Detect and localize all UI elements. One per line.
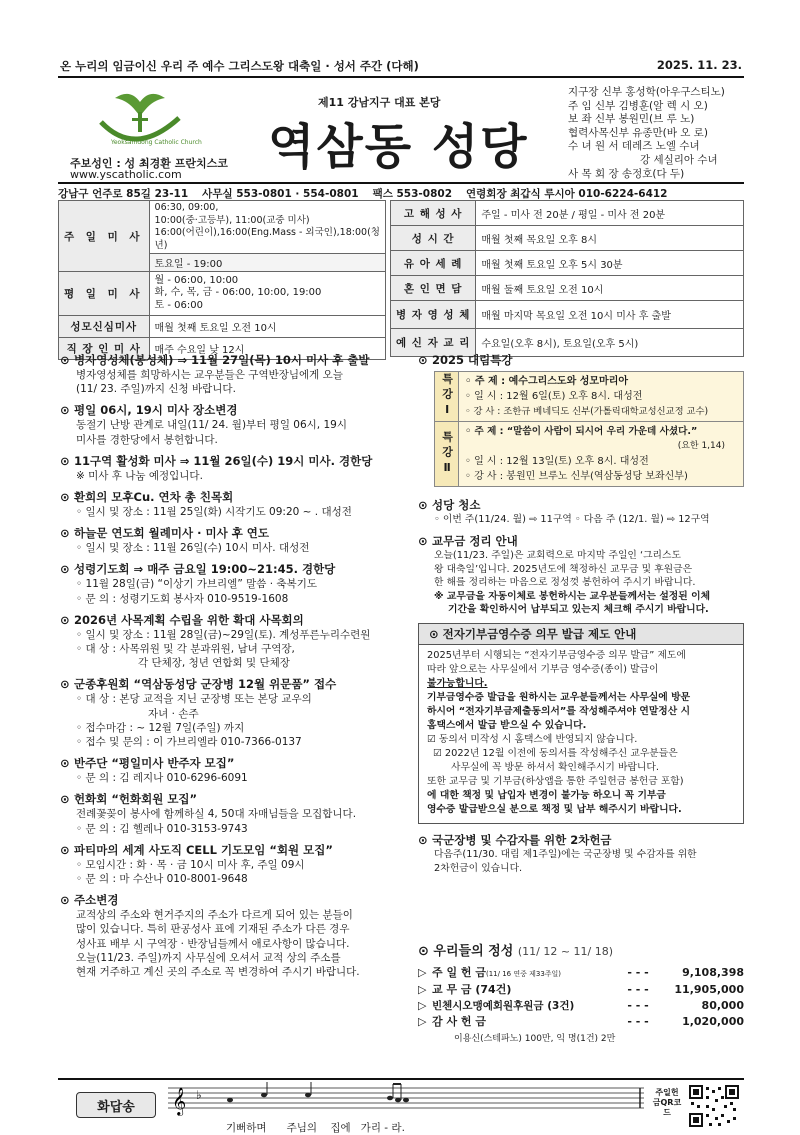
advent-lecture: ⊙ 2025 대림특강 특강Ⅰ ◦ 주 제 : 예수그리스도와 성모마리아 ◦ 일 시 : 12월 6일(토) 오후 8시. 대성전 ◦ 강 사 : 조한규 베네딕도 신부(가톨릭대학교성신교정 교수) 특강Ⅱ ◦ 주 제 : “말씀이 사람이 되시어 우리 가운데 사셨다.” (요한 1,14) ◦ 일 시 : 12월 13일(토) 오후 8시. 대성전 ◦ 강 사 : 봉원민 브루노 신부(역삼동성당 보좌신부) [418,352,744,487]
schedule-label: 유 아 세 례 [391,251,476,276]
notice-item: ⊙ 성령기도회 ⇒ 매주 금요일 19:00~21:45. 경한당 ◦ 11월 28일(금) “이상기 가브리엘” 말씀 · 축복기도 ◦ 문 의 : 성령기도회 봉사자 010-9519-1608 [60,562,336,605]
schedule-value: 매월 첫째 토요일 오후 5시 30분 [476,251,744,276]
qr-code-icon[interactable] [688,1084,740,1128]
staff-line: 수 녀 원 서 데레즈 노엘 수녀 [568,140,700,153]
svg-text:♭: ♭ [196,1088,202,1102]
sacrament-schedule-table [390,200,744,357]
schedule-value: 매월 마지막 목요일 오전 10시 미사 후 출발 [476,301,744,329]
offering-title: 우리들의 정성 [433,944,514,959]
parish-logo [95,88,202,148]
offering-donors: 이용신(스테파노) 100만, 익 명(1건) 2만 [454,1034,616,1044]
schedule-label: 주 일 미 사 [59,201,150,272]
schedule-label: 고 해 성 사 [391,201,476,226]
lecture-label: 특강Ⅱ [435,422,459,486]
staff-line: 보 좌 신부 봉원민(브 루 노) [568,113,695,126]
deanery-subtitle: 제11 강남지구 대표 본당 [318,96,441,109]
notice-item: ⊙ 평일 06시, 19시 미사 장소변경 동절기 난방 관계로 내일(11/ 24. 월)부터 평일 06시, 19시 미사를 경한당에서 봉헌합니다. [60,403,347,446]
notice-item: ⊙ 환희의 모후Cu. 연차 총 친목회 ◦ 일시 및 장소 : 11월 25일(화) 시작기도 09:20 ~ . 대성전 [60,490,352,519]
notice-item: ⊙ 헌화회 “헌화회원 모집” 전례꽃꽂이 봉사에 함께하실 4, 50대 자매님들을 모집합니다. ◦ 문 의 : 김 헬레나 010-3153-9743 [60,792,357,835]
schedule-value: 주일 - 미사 전 20분 / 평일 - 미사 전 20분 [476,201,744,226]
notices-right [418,352,744,882]
notice-item: ⊙ 파티마의 세계 사도직 CELL 기도모임 “회원 모집” ◦ 모임시간 : 화 · 목 · 금 10시 미사 후, 주일 09시 ◦ 문 의 : 마 수산나 010-8001-9648 [60,842,333,886]
feast-title: 온 누리의 임금이신 우리 주 예수 그리스도왕 대축일 · 성서 주간 (다해) [60,59,419,73]
council-contact: 연령회장 최갑식 루시아 010-6224-6412 [466,188,668,200]
parish-title: 역삼동 성당 [268,119,529,175]
notice-item: ⊙ 반주단 “평일미사 반주자 모집” ◦ 문 의 : 김 레지나 010-6296-6091 [60,756,248,785]
advent-lecture-box: 특강Ⅰ ◦ 주 제 : 예수그리스도와 성모마리아 ◦ 일 시 : 12월 6일(토) 오후 8시. 대성전 ◦ 강 사 : 조한규 베네딕도 신부(가톨릭대학교성신교정 교수) 특강Ⅱ ◦ 주 제 : “말씀이 사람이 되시어 우리 가운데 사셨다.” (요한 1,14) ◦ 일 시 : 12월 13일(토) 오후 8시. 대성전 ◦ 강 사 : 봉원민 브루노 신부(역삼동성당 보좌신부) [434,371,744,487]
notice-item: ⊙ 병자영성체(봉성체) ⇒ 11월 27일(목) 10시 미사 후 출발 병자영성체를 희망하시는 교우분들은 구역반장님에게 오늘 (11/ 23. 주일)까지 신청 바랍니다. [60,353,370,396]
offering-section: ⊙ 우리들의 정성 (11/ 12 ~ 11/ 18) ▷ 주 일 헌 금(11/ 16 연중 제33주일) - - - 9,108,398 ▷ 교 무 금 (74건) - - - 11,905,000 ▷ 빈첸시오맹예회원후원금 (3건) - - - 80,000 ▷ 감 사 헌 금 - - - 1,020,000 이용신(스테파노) 100만, 익 명(1건) 2만 [418,944,744,1044]
top-bar [60,58,742,74]
svg-text:Yeoksamdong Catholic Church: Yeoksamdong Catholic Church [111,139,202,146]
bulletin-date: 2025. 11. 23. [656,58,742,72]
website[interactable]: www.yscatholic.com [70,168,182,181]
offering-row: ▷ 빈첸시오맹예회원후원금 (3건) - - - 80,000 [418,999,744,1012]
mass-schedule-table [58,200,386,360]
staff-line: 사 목 회 장 송정호(다 두) [568,167,685,180]
schedule-value: 토요일 - 19:00 [149,254,385,272]
response-song-lyrics: 기뻐하며 주님의 집에 가리 - 라. [226,1122,405,1134]
notice-item: ⊙ 교무금 정리 안내 오늘(11/23. 주일)은 교회력으로 마지막 주일인 ‘그리스도 왕 대축일’입니다. 2025년도에 책정하신 교무금 및 후원금은 한 해를 정리하는 마음으로 정성껏 봉헌하여 주시기 바랍니다. ※ 교무금을 자동이체로 봉헌하시는 교우분들께서는 설정된 이체 기간을 확인하시어 납부되고 있는지 체크해 주시기 바랍니다. [418,534,711,616]
notice-item: ⊙ 주소변경 교적상의 주소와 현거주지의 주소가 다르게 되어 있는 분들이 많이 있습니다. 특히 판공성사 표에 기재된 주소가 다른 경우 성사표 배부 시 구역장 · 반장님들께서 애로사항이 많습니다. 오늘(11/23. 주일)까지 사무실에 오셔서 교적 상의 주소를 현재 거주하고 계신 곳의 주소로 꼭 변경하여 주시기 바랍니다. [60,893,360,979]
e-receipt-box: ⊙ 전자기부금영수증 의무 발급 제도 안내 2025년부터 시행되는 “전자기부금영수증 의무 발급” 제도에 따라 앞으로는 사무실에서 기부금 영수증(종이) 발급이 불가능합니다. 기부금영수증 발급을 원하시는 교우분들께서는 사무실에 방문 하시어 “전자기부금제출동의서”를 작성해주셔야 연말정산 시 홈택스에서 발급 받으실 수 있습니다. ☑ 동의서 미작성 시 홈택스에 반영되지 않습니다. ☑ 2022년 12월 이전에 동의서를 작성해주신 교우분들은 사무실에 꼭 방문 하셔서 확인해주시기 바랍니다. 또한 교무금 및 기부금(하상앱을 통한 주일헌금 봉헌금 포함) 에 대한 책정 및 납입자 변경이 불가능 하오니 꼭 기부금 영수증 발급받으실 분으로 책정 및 납부 해주시기 바랍니다. [418,623,744,824]
military-offering: ⊙ 국군장병 및 수감자를 위한 2차헌금 다음주(11/30. 대림 제1주일)에는 국군장병 및 수감자를 위한 2차헌금이 있습니다. [418,832,697,875]
bottom-rule [58,1078,744,1080]
staff-line: 협력사목신부 유종만(바 오 로) [568,126,708,139]
offering-row: ▷ 교 무 금 (74건) - - - 11,905,000 [418,983,744,996]
schedule-label: 직 장 인 미 사 [59,338,150,360]
staff-line: 강 세실리아 수녀 [640,153,718,166]
fax: 팩스 553-0802 [372,188,453,200]
staff-line: 주 임 신부 김병훈(알 렉 시 오) [568,99,708,112]
schedule-value: 매월 둘째 토요일 오전 10시 [476,276,744,301]
notice-item: ⊙ 하늘문 연도회 월례미사 · 미사 후 연도 ◦ 일시 및 장소 : 11월 26일(수) 10시 미사. 대성전 [60,526,310,555]
schedule-value: 매주 수요일 낮 12시 [149,338,385,360]
schedule-value: 매월 첫째 토요일 오전 10시 [149,316,385,338]
schedule-value: 수요일(오후 8시), 토요일(오후 5시) [476,329,744,357]
lecture-label: 특강Ⅰ [435,372,459,421]
offering-row: ▷ 감 사 헌 금 - - - 1,020,000 [418,1015,744,1028]
offering-period: (11/ 12 ~ 11/ 18) [517,945,614,958]
office-phone: 사무실 553-0801 · 554-0801 [202,188,359,200]
address: 강남구 언주로 85길 23-11 [58,188,189,200]
contact-bar [58,186,744,201]
top-rule [58,76,744,78]
staff-line: 지구장 신부 홍성학(아우구스티노) [568,86,725,98]
schedule-label: 병 자 영 성 체 [391,301,476,329]
notice-item: ⊙ 11구역 활성화 미사 ⇒ 11월 26일(수) 19시 미사. 경한당 ※ 미사 후 나눔 예정입니다. [60,453,373,482]
notices-left [60,352,398,985]
schedule-label: 성모신심미사 [59,316,150,338]
e-receipt-title: 전자기부금영수증 의무 발급 제도 안내 [442,626,637,641]
schedule-label: 혼 인 면 담 [391,276,476,301]
notice-item: ⊙ 군종후원회 “역삼동성당 군장병 12월 위문품” 접수 ◦ 대 상 : 본당 교적을 지닌 군장병 또는 본당 교우의 자녀 · 손주 ◦ 접수마감 : ~ 12월 7일(주일) 까지 ◦ 접수 및 문의 : 이 가브리엘라 010-7366-0137 [60,677,337,749]
notice-item: ⊙ 2026년 사목계획 수립을 위한 확대 사목회의 ◦ 일시 및 장소 : 11월 28일(금)~29일(토). 계성푸른누리수련원 ◦ 대 상 : 사목위원 및 각 분과위원, 남녀 구역장, 각 단체장, 청년 연합회 및 단체장 [60,612,371,670]
music-staff [168,1082,644,1122]
offering-row: ▷ 주 일 헌 금(11/ 16 연중 제33주일) - - - 9,108,398 [418,966,744,979]
patron-saint: 주보성인 : 성 최경환 프란치스코 [70,157,228,170]
qr-label: 주일헌금QR코드 [652,1088,682,1117]
contact-rule-top [58,182,744,184]
schedule-value: 매월 첫째 목요일 오후 8시 [476,226,744,251]
schedule-label: 평 일 미 사 [59,272,150,316]
staff-list [568,86,725,181]
svg-text:𝄞: 𝄞 [172,1087,187,1115]
schedule-label: 성 시 간 [391,226,476,251]
schedule-value: 월 - 06:00, 10:00 화, 수, 목, 금 - 06:00, 10:00, 19:00 토 - 06:00 [149,272,385,316]
notice-item: ⊙ 성당 청소 ◦ 이번 주(11/24. 월) ⇨ 11구역 ◦ 다음 주 (12/1. 월) ⇨ 12구역 [418,498,710,525]
response-song-label: 화답송 [76,1092,156,1118]
schedule-label: 예 신 자 교 리 [391,329,476,357]
schedule-value: 06:30, 09:00, 10:00(중·고등부), 11:00(교중 미사) 16:00(어린이),16:00(Eng.Mass - 외국인),18:00(청년) [149,201,385,254]
